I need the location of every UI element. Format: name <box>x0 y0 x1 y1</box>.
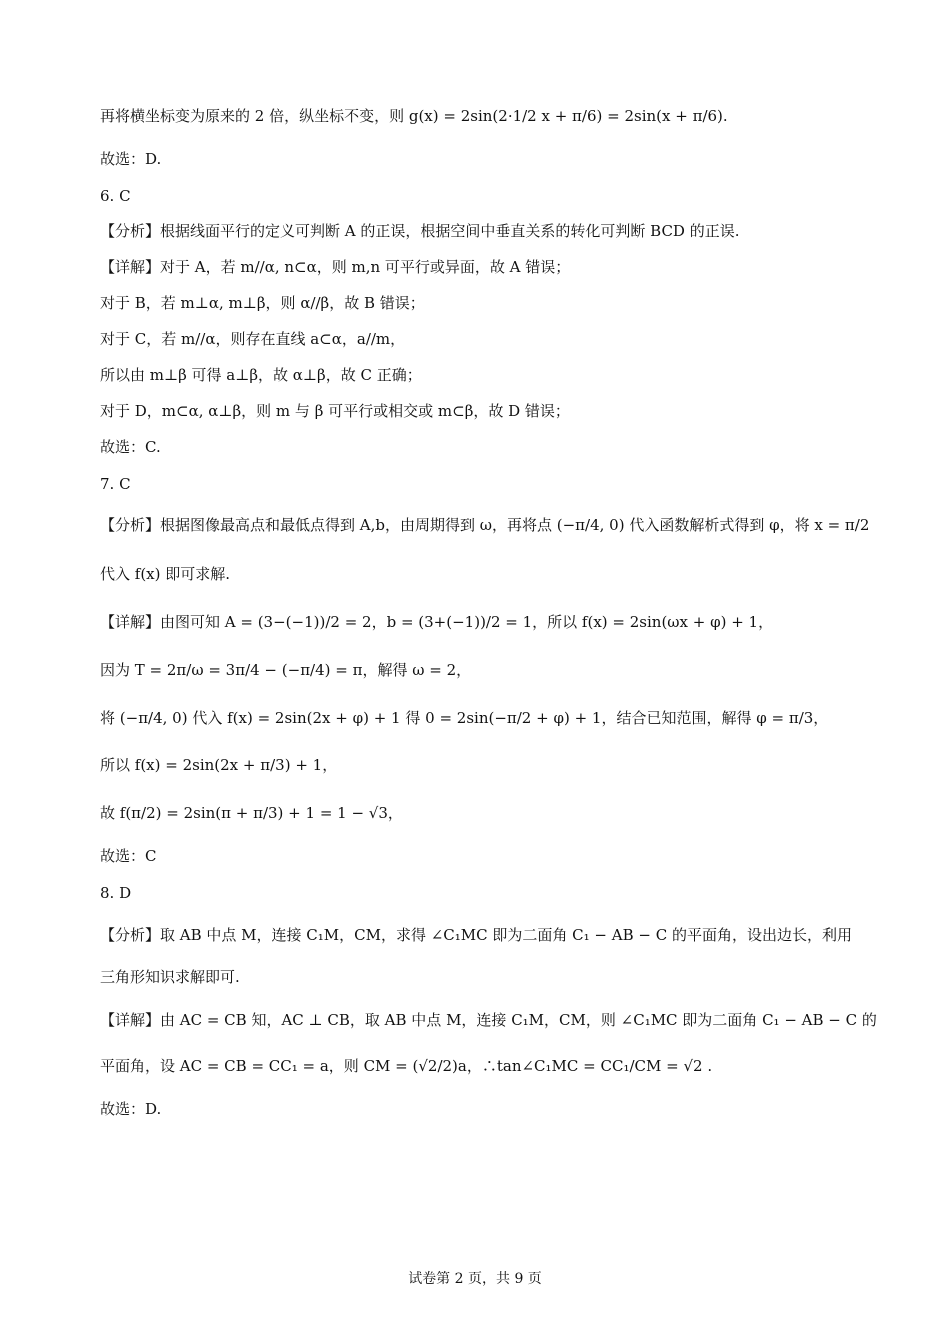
analysis-line: 【分析】根据线面平行的定义可判断 A 的正误，根据空间中垂直关系的转化可判断 BCD 的正误. <box>100 222 740 240</box>
text-line: 故选：C <box>100 847 157 865</box>
text-line: 代入 f(x) 即可求解. <box>100 565 231 583</box>
text-line: 将 (−π/4, 0) 代入 f(x) = 2sin(2x + φ) + 1 得 0 = 2sin(−π/2 + φ) + 1，结合已知范围，解得 φ = π/3， <box>100 709 829 727</box>
question-number: 7. C <box>100 475 131 493</box>
text-line: 故选：D. <box>100 150 162 168</box>
text-line: 故 f(π/2) = 2sin(π + π/3) + 1 = 1 − √3， <box>100 804 403 822</box>
question-number: 6. C <box>100 187 131 205</box>
text-line: 故选：C. <box>100 438 161 456</box>
text-line: 再将横坐标变为原来的 2 倍，纵坐标不变，则 g(x) = 2sin(2·1/2 x + π/6) = 2sin(x + π/6). <box>100 107 728 125</box>
text-line: 对于 B，若 m⊥α, m⊥β，则 α//β，故 B 错误； <box>100 294 425 312</box>
page-footer: 试卷第 2 页，共 9 页 <box>408 1271 542 1287</box>
text-line: 故选：D. <box>100 1100 162 1118</box>
solution-line: 【详解】对于 A，若 m//α, n⊂α，则 m,n 可平行或异面，故 A 错误； <box>100 258 571 276</box>
question-number: 8. D <box>100 884 132 902</box>
text-line: 平面角，设 AC = CB = CC₁ = a，则 CM = (√2/2)a，∴tan∠C₁MC = CC₁/CM = √2 . <box>100 1057 713 1075</box>
text-line: 所以 f(x) = 2sin(2x + π/3) + 1， <box>100 756 338 774</box>
text-line: 三角形知识求解即可. <box>100 968 240 986</box>
solution-line: 【详解】由图可知 A = (3−(−1))/2 = 2，b = (3+(−1))/2 = 1，所以 f(x) = 2sin(ωx + φ) + 1， <box>100 613 774 631</box>
text-line: 对于 D，m⊂α, α⊥β，则 m 与 β 可平行或相交或 m⊂β，故 D 错误； <box>100 402 570 420</box>
text-line: 因为 T = 2π/ω = 3π/4 − (−π/4) = π，解得 ω = 2， <box>100 661 472 679</box>
analysis-line: 【分析】取 AB 中点 M，连接 C₁M，CM，求得 ∠C₁MC 即为二面角 C₁ − AB − C 的平面角，设出边长，利用 <box>100 926 852 944</box>
text-line: 对于 C，若 m//α，则存在直线 a⊂α，a//m， <box>100 330 406 348</box>
text-line: 所以由 m⊥β 可得 a⊥β，故 α⊥β，故 C 正确； <box>100 366 422 384</box>
analysis-line: 【分析】根据图像最高点和最低点得到 A,b，由周期得到 ω，再将点 (−π/4, 0) 代入函数解析式得到 φ，将 x = π/2 <box>100 516 870 534</box>
solution-line: 【详解】由 AC = CB 知，AC ⊥ CB，取 AB 中点 M，连接 C₁M，CM，则 ∠C₁MC 即为二面角 C₁ − AB − C 的 <box>100 1011 877 1029</box>
